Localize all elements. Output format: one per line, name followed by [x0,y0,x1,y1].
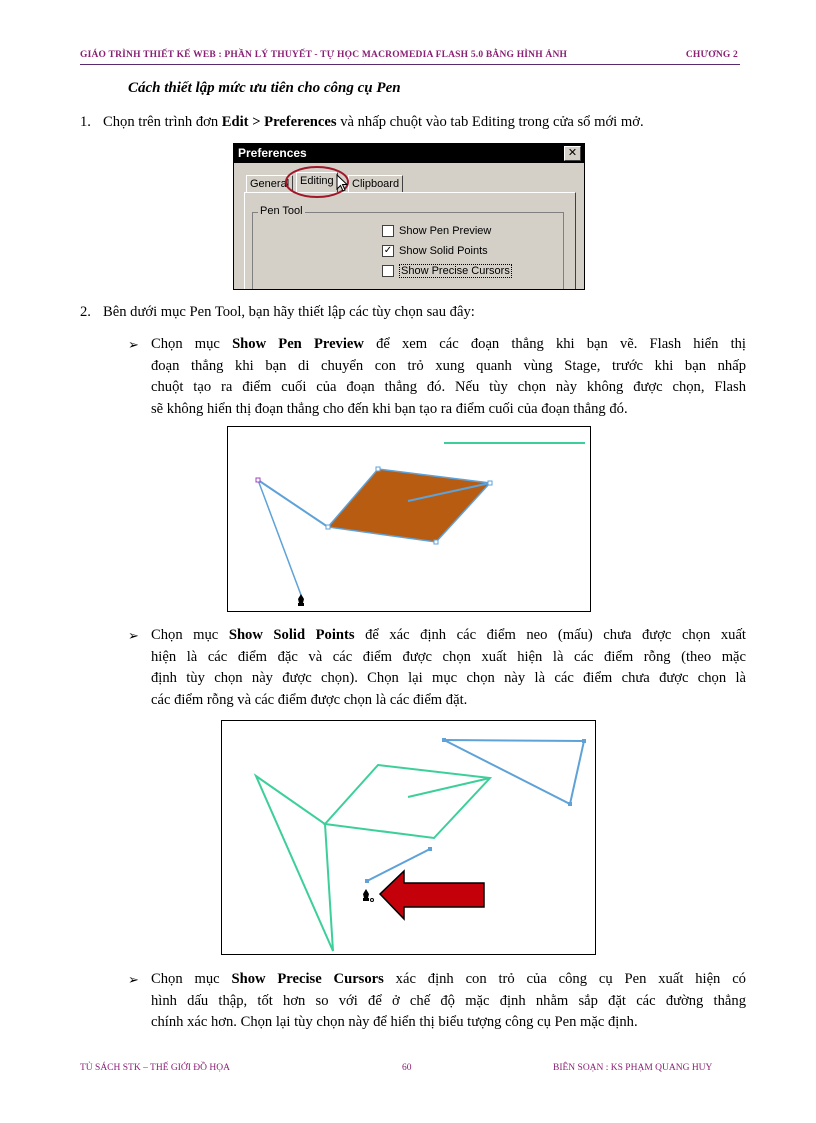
section-subtitle: Cách thiết lập mức ưu tiên cho công cụ Pen [128,80,401,96]
bullet-3-bold: Show Precise Cursors [231,971,384,987]
footer-right: BIÊN SOẠN : KS PHẠM QUANG HUY [553,1063,713,1073]
bullet-1-line-2: đoạn thẳng khi bạn di chuyển con trỏ xung quanh vùng Stage, trước khi bạn nhấp [151,357,746,374]
tab-editing[interactable]: Editing [296,172,338,192]
bullet-2-text [151,625,746,711]
bullet-2-line-2: hiện là các điểm đặc và các điểm được chọn xuất hiện là các điểm rỗng (theo mặc [151,648,746,665]
step-1-text [103,112,753,134]
green-triangle [256,776,333,951]
dialog-titlebar [234,144,584,163]
anchor-point [256,478,260,482]
anchor-point [568,802,572,806]
step-1-post: và nhấp chuột vào tab Editing trong cửa sổ mới mở. [336,114,644,130]
bullet-arrow-icon: ➢ [128,972,139,987]
bullet-2-bold: Show Solid Points [228,627,355,643]
bullet-1-line-1: để xem các đoạn thẳng khi bạn vẽ. Flash hiển thị [363,336,746,352]
bullet-2-line-4: các điểm rỗng và các điểm được chọn là các điểm đặt. [151,691,468,708]
checkbox-checked-icon[interactable]: ✓ [383,245,393,256]
anchor-point [376,467,380,471]
preferences-dialog [233,143,585,290]
step-1-pre: Chọn trên trình đơn [103,114,222,130]
option-label: Show Precise Cursors [401,265,510,277]
preview-segment [258,480,301,595]
pen-cursor-icon [363,889,374,902]
bullet-3-pre: Chọn mục [151,971,232,987]
option-show-precise-cursors[interactable] [382,264,512,278]
figure-solid-points [221,720,596,955]
anchor-point [442,738,446,742]
path-segment [258,480,328,527]
pen-cursor-icon [298,594,304,606]
checkbox-icon[interactable] [382,265,394,277]
header-title: GIÁO TRÌNH THIẾT KẾ WEB : PHẦN LÝ THUYẾT - TỰ HỌC MACROMEDIA FLASH 5.0 BẰNG HÌNH ẢNH [80,50,568,60]
bullet-1-line-3: chuột tạo ra điểm cuối của đoạn thẳng đó. Nếu tùy chọn này không được chọn, Flash [151,379,746,395]
red-arrow-icon [380,871,484,919]
step-2-text: Bên dưới mục Pen Tool, bạn hãy thiết lập các tùy chọn sau đây: [103,304,475,320]
bullet-1-bold: Show Pen Preview [232,336,364,352]
option-show-solid-points[interactable] [382,244,488,258]
anchor-point [434,540,438,544]
solid-points-drawing [222,721,595,954]
bullet-arrow-icon: ➢ [128,337,139,352]
header-chapter: CHƯƠNG 2 [685,50,738,60]
footer-left: TỦ SÁCH STK – THẾ GIỚI ĐỒ HỌA [80,1063,230,1073]
bullet-3-text [151,969,746,1034]
bullet-3-line-3: chính xác hơn. Chọn lại tùy chọn này để hiển thị biểu tượng công cụ Pen mặc định. [151,1014,638,1030]
anchor-point [488,481,492,485]
anchor-point [365,879,369,883]
bullet-2-line-3: định tùy chọn này được chọn). Chọn lại mục chọn này là các điểm chưa được chọn là [151,670,746,686]
bullet-3-line-1: xác định con trỏ của công cụ Pen xuất hiện có [383,971,746,987]
bullet-1-text [151,334,746,420]
anchor-point [582,739,586,743]
dialog-title: Preferences [238,146,307,160]
filled-shape [328,469,490,542]
option-show-pen-preview[interactable] [382,224,491,238]
page-header [80,48,740,65]
tab-general[interactable]: General [246,175,293,192]
bullet-3-line-2: hình dấu thập, tốt hơn so với để ở chế độ mặc định nhằm sắp đặt các đường thẳng [151,992,746,1009]
blue-triangle [444,740,584,804]
bullet-1-line-4: sẽ không hiển thị đoạn thẳng cho đến khi bạn tạo ra điểm cuối của đoạn thẳng đó. [151,400,628,417]
close-icon[interactable]: ✕ [564,146,581,161]
bullet-2-pre: Chọn mục [151,627,229,643]
figure-pen-preview [227,426,591,612]
option-label: Show Pen Preview [399,225,492,237]
step-1-bold: Edit > Preferences [221,114,337,130]
anchor-point [326,525,330,529]
anchor-point [428,847,432,851]
tab-clipboard[interactable]: Clipboard [348,175,403,192]
page-number: 60 [402,1063,412,1073]
green-quad [325,765,490,838]
cursor-icon [336,174,350,194]
step-2-number: 2. [80,304,91,320]
checkbox-icon[interactable] [382,225,394,237]
bullet-arrow-icon: ➢ [128,628,139,643]
option-label: Show Solid Points [399,245,488,257]
green-inner-line [408,778,490,797]
pen-preview-drawing [228,427,590,611]
step-1-number: 1. [80,114,91,130]
bullet-2-line-1: để xác định các điểm neo (mấu) chưa được chọn xuất [354,627,746,643]
bullet-1-pre: Chọn mục [151,336,233,352]
pen-tool-group-label: Pen Tool [260,205,303,217]
